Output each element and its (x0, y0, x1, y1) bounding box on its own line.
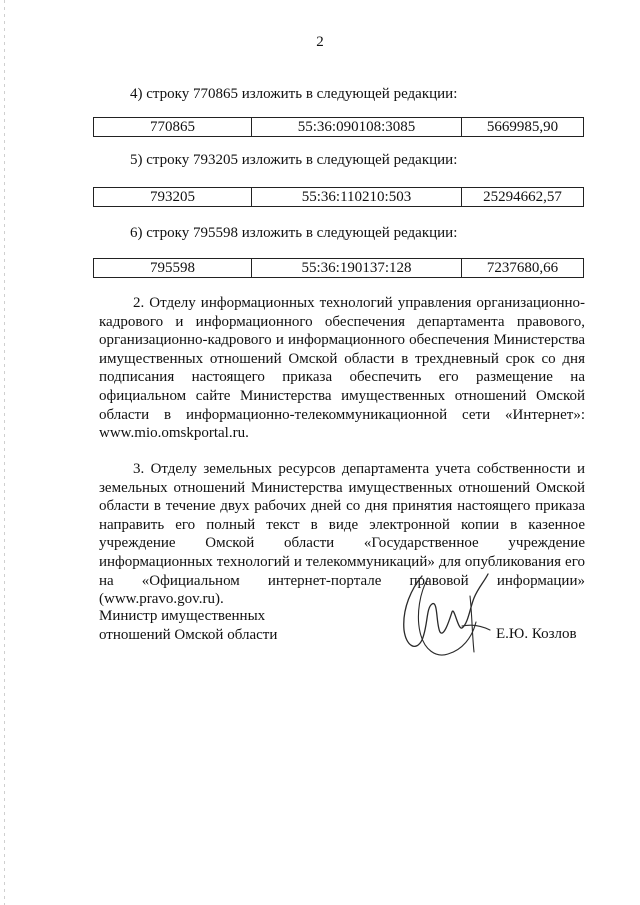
signer-title-line-1: Министр имущественных (99, 608, 266, 624)
table-row (94, 259, 584, 278)
scan-margin-line (4, 0, 5, 905)
row-number-cell: 770865 (94, 118, 252, 137)
row-number-cell: 793205 (94, 188, 252, 207)
signer-title-line-2: отношений Омской области (99, 627, 278, 643)
edit-table-4 (93, 117, 584, 137)
cadastral-number-cell: 55:36:190137:128 (252, 259, 462, 278)
edit-table-5 (93, 187, 584, 207)
signer-title (99, 607, 277, 645)
cadastral-value-cell: 5669985,90 (462, 118, 584, 137)
cadastral-value-cell: 7237680,66 (462, 259, 584, 278)
edit-table-6 (93, 258, 584, 278)
cadastral-number-cell: 55:36:090108:3085 (252, 118, 462, 137)
signer-name: Е.Ю. Козлов (496, 626, 577, 642)
edit-instruction-5: 5) строку 793205 изложить в следующей редакции: (130, 152, 458, 168)
handwritten-signature (392, 568, 494, 664)
edit-instruction-6: 6) строку 795598 изложить в следующей редакции: (130, 225, 458, 241)
paragraph-2: 2. Отделу информационных технологий управления организационно-кадрового и информационного обеспечения департамента правового, организационно-кадрового и информационного обеспечения Министерства имущественных отношений Омской области в трехдневный срок со дня подписания настоящего приказа обеспечить его размещение на официальном сайте Министерства имущественных отношений Омской области в информационно-телекоммуникационной сети «Интернет»: www.mio.omskportal.ru. (99, 295, 585, 442)
table-row (94, 188, 584, 207)
cadastral-value-cell: 25294662,57 (462, 188, 584, 207)
table-row (94, 118, 584, 137)
row-number-cell: 795598 (94, 259, 252, 278)
page-number: 2 (316, 34, 324, 50)
paragraph-3: 3. Отделу земельных ресурсов департамента учета собственности и земельных отношений Министерства имущественных отношений Омской области в течение двух рабочих дней со дня принятия настоящего приказа направить его полный текст в виде электронной копии в казенное учреждение Омской области «Государственное учреждение информационных технологий и телекоммуникаций» для опубликования его на «Официальном интернет-портале правовой информации» (www.pravo.gov.ru). (99, 461, 585, 608)
edit-instruction-4: 4) строку 770865 изложить в следующей редакции: (130, 86, 458, 102)
cadastral-number-cell: 55:36:110210:503 (252, 188, 462, 207)
